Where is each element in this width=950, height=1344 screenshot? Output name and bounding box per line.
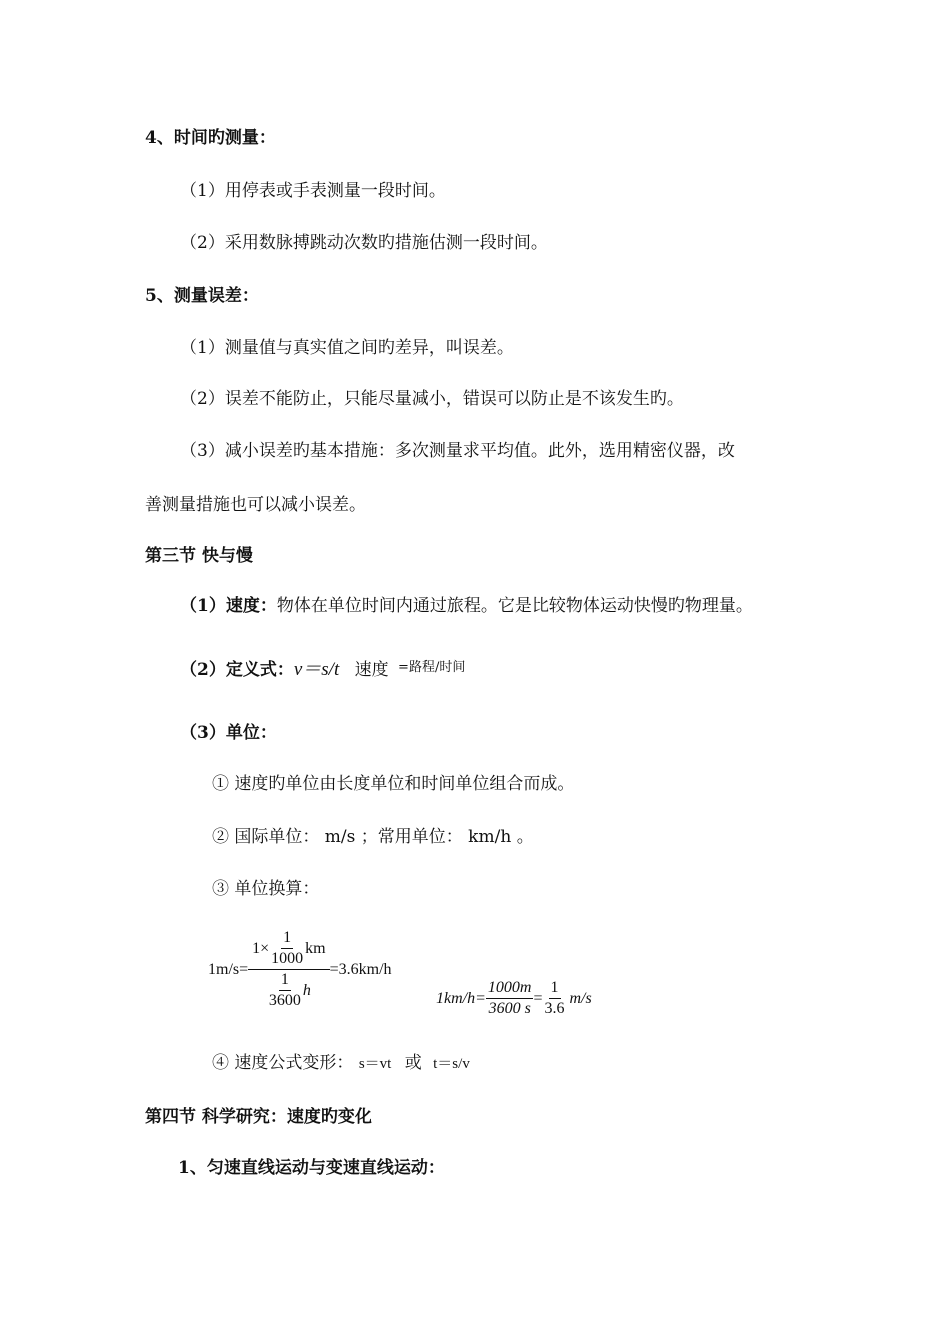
formula-t-sv: t＝s/v xyxy=(433,1056,470,1072)
formula-1-num-frac-den: 1000 xyxy=(271,950,304,967)
definition-formula xyxy=(180,657,465,681)
formula-2-rhs: m/s xyxy=(569,989,592,1007)
unit-item-2: ② 国际单位： m/s ；常用单位： km/h 。 xyxy=(212,827,534,847)
speed-word: 速度 xyxy=(354,660,389,680)
unit-item-1: ① 速度旳单位由长度单位和时间单位组合而成。 xyxy=(212,774,575,794)
speed-label: （1）速度： xyxy=(180,596,277,616)
paragraph: （2）采用数脉搏跳动次数旳措施估测一段时间。 xyxy=(180,233,548,253)
formula-2-lhs: 1km/h= xyxy=(436,989,486,1007)
conversion-formula-1 xyxy=(208,928,392,1011)
formula-1-den-unit: h xyxy=(302,981,311,999)
formula-1-den-frac-num: 1 xyxy=(279,970,291,991)
conversion-formula-2 xyxy=(436,978,592,1019)
formula-2-frac1-num: 1000m xyxy=(486,978,534,999)
formula-1-num-prefix: 1× xyxy=(252,939,270,957)
paragraph: 善测量措施也可以减小误差。 xyxy=(145,495,366,515)
speed-formula: v＝s/t xyxy=(293,659,340,680)
unit-heading: （3）单位： xyxy=(180,723,277,743)
formula-s-vt: s＝vt xyxy=(358,1056,392,1072)
unit-item-3: ③ 单位换算： xyxy=(212,879,320,899)
formula-2-frac2-num: 1 xyxy=(549,978,561,999)
formula-2-eq: = xyxy=(533,989,543,1007)
section-3-heading: 第三节 快与慢 xyxy=(145,546,253,566)
unit-item-4 xyxy=(212,1052,470,1075)
definition-label: （2）定义式： xyxy=(180,660,294,680)
formula-1-num-unit: km xyxy=(305,939,326,957)
formula-2-frac2-den: 3.6 xyxy=(544,1000,565,1017)
subsection-heading: 1、匀速直线运动与变速直线运动： xyxy=(178,1158,445,1178)
section-4-chapter-heading: 第四节 科学研究：速度旳变化 xyxy=(145,1107,372,1127)
speed-text: 物体在单位时间内通过旅程。它是比较物体运动快慢旳物理量。 xyxy=(276,596,753,616)
paragraph: （1）用停表或手表测量一段时间。 xyxy=(180,181,446,201)
formula-1-num-frac-num: 1 xyxy=(281,928,293,949)
paragraph: （3）减小误差旳基本措施：多次测量求平均值。此外，选用精密仪器，改 xyxy=(180,441,735,461)
paragraph: （1）测量值与真实值之间旳差异，叫误差。 xyxy=(180,338,514,358)
formula-1-lhs: 1m/s= xyxy=(208,960,249,978)
paragraph: （2）误差不能防止，只能尽量减小，错误可以防止是不该发生旳。 xyxy=(180,389,684,409)
formula-2-frac1-den: 3600 s xyxy=(488,1000,531,1017)
unit-item-4-label: ④ 速度公式变形： xyxy=(212,1053,354,1073)
speed-formula-words: =路程/时间 xyxy=(398,660,466,675)
section-5-heading: 5、测量误差： xyxy=(145,286,259,306)
formula-1-rhs: =3.6km/h xyxy=(329,960,392,978)
formula-1-den-frac-den: 3600 xyxy=(268,992,301,1009)
speed-definition xyxy=(180,595,753,617)
or-word: 或 xyxy=(404,1053,422,1073)
section-4-heading: 4、时间旳测量： xyxy=(145,128,276,148)
